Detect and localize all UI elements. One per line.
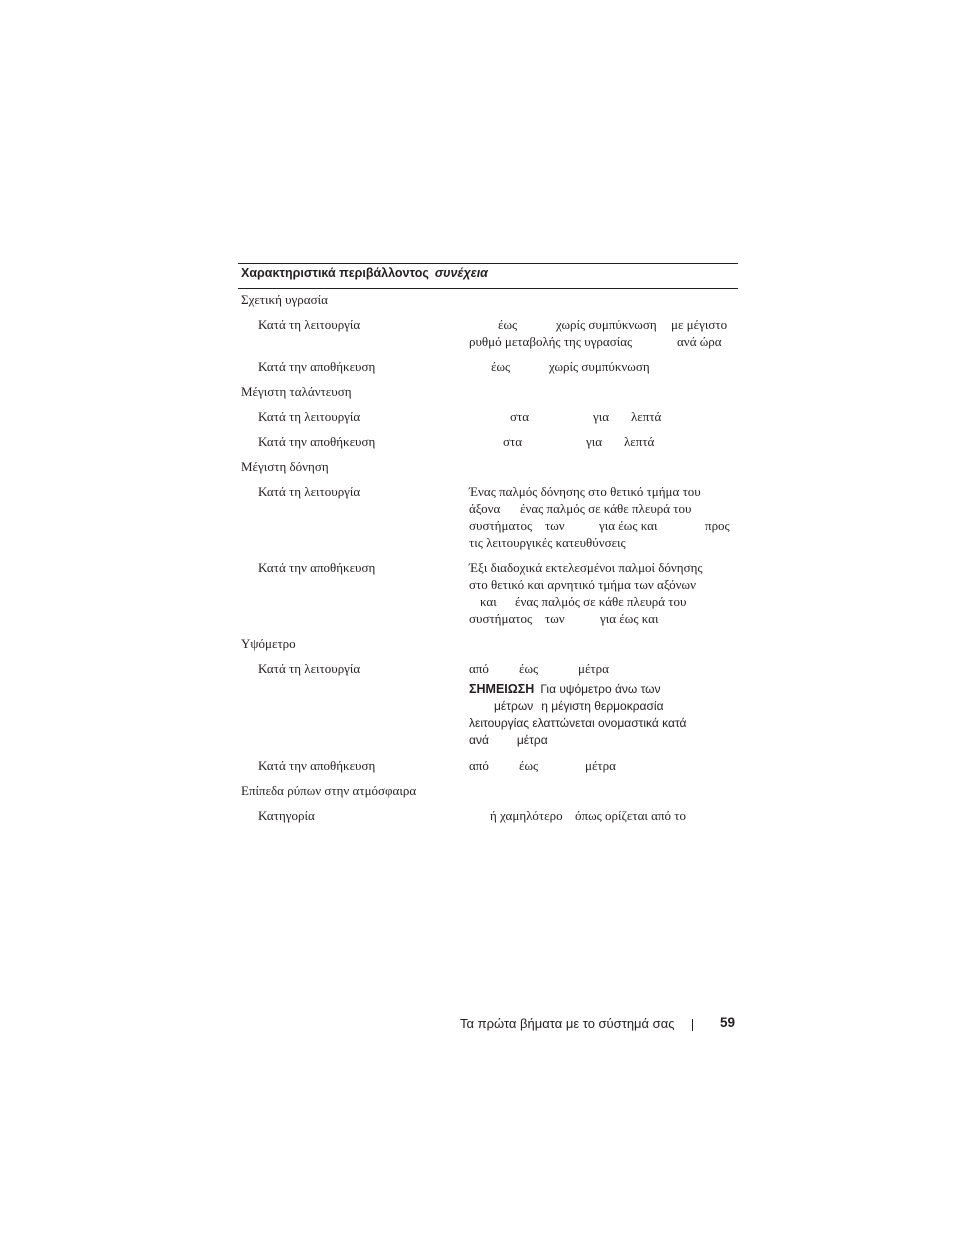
row-humidity: Σχετική υγρασία	[241, 292, 328, 307]
altitude-note-line2	[494, 698, 664, 715]
altitude-note-line1	[469, 681, 661, 698]
shock-st-of: των	[545, 611, 565, 626]
swing-st-for: για	[586, 434, 603, 449]
class-as-defined-by: όπως ορίζεται από το	[575, 808, 686, 823]
humidity-op-to: έως	[498, 317, 518, 332]
altitude-st-meters: μέτρα	[585, 758, 616, 773]
row-altitude: Υψόμετρο	[241, 636, 296, 651]
altitude-note-line4	[469, 732, 548, 749]
shock-op-line1: Ένας παλμός δόνησης στο θετικό τμήμα του	[469, 484, 701, 499]
humidity-op-with-max: με μέγιστο	[671, 317, 728, 332]
note-text-3: λειτουργίας ελαττώνεται ονομαστικά κατά	[469, 716, 687, 730]
row-class-label: Κατηγορία	[258, 808, 315, 823]
table-title-continued: συνέχεια	[434, 266, 488, 280]
row-max-shock: Μέγιστη δόνηση	[241, 459, 329, 474]
shock-st-up-to: για έως και	[600, 611, 659, 626]
row-altitude-operating-label: Κατά τη λειτουργία	[258, 661, 361, 676]
row-swing-operating-label: Κατά τη λειτουργία	[258, 409, 361, 424]
row-airborne-contaminants: Επίπεδα ρύπων στην ατμόσφαιρα	[241, 783, 417, 798]
humidity-st-noncondensing: χωρίς συμπύκνωση	[549, 359, 650, 374]
swing-op-for: για	[593, 409, 610, 424]
shock-st-line2: στο θετικό και αρνητικό τμήμα των αξόνων	[469, 577, 696, 592]
note-text-2a: μέτρων	[494, 699, 534, 713]
table-title-text: Χαρακτηριστικά περιβάλλοντος	[241, 266, 429, 280]
altitude-op-meters: μέτρα	[578, 661, 609, 676]
note-text-4a: ανά	[469, 733, 489, 747]
humidity-st-to: έως	[491, 359, 511, 374]
class-or-lower: ή χαμηλότερο	[490, 808, 563, 823]
footer-section-title: Τα πρώτα βήματα με το σύστημά σας	[460, 1016, 675, 1031]
table-top-rule	[238, 263, 738, 264]
note-text-2b: η μέγιστη θερμοκρασία	[541, 699, 664, 713]
shock-st-system: συστήματος	[469, 611, 533, 626]
shock-st-line1: Έξι διαδοχικά εκτελεσμένοι παλμοί δόνησης	[469, 560, 703, 575]
humidity-op-per-hour: ανά ώρα	[677, 334, 722, 349]
altitude-op-from: από	[469, 661, 489, 676]
row-shock-storage-label: Κατά την αποθήκευση	[258, 560, 376, 575]
note-text-4b: μέτρα	[516, 733, 548, 747]
note-text-1: Για υψόμετρο άνω των	[540, 682, 661, 696]
shock-op-line4: τις λειτουργικές κατευθύνσεις	[469, 535, 626, 550]
note-label: ΣΗΜΕΙΩΣΗ	[469, 682, 535, 696]
altitude-op-to: έως	[519, 661, 539, 676]
row-altitude-storage-label: Κατά την αποθήκευση	[258, 758, 376, 773]
page-number: 59	[720, 1015, 736, 1030]
shock-op-of: των	[545, 518, 565, 533]
shock-op-up-to: για έως και	[599, 518, 658, 533]
swing-st-minutes: λεπτά	[624, 434, 655, 449]
row-max-swing: Μέγιστη ταλάντευση	[241, 384, 352, 399]
swing-op-minutes: λεπτά	[631, 409, 662, 424]
shock-op-axis: άξονα	[469, 501, 501, 516]
row-humidity-operating-label: Κατά τη λειτουργία	[258, 317, 361, 332]
humidity-op-noncondensing: χωρίς συμπύκνωση	[556, 317, 657, 332]
shock-st-and: και	[480, 594, 497, 609]
row-swing-storage-label: Κατά την αποθήκευση	[258, 434, 376, 449]
altitude-st-from: από	[469, 758, 489, 773]
altitude-st-to: έως	[519, 758, 539, 773]
table-header-rule	[238, 288, 738, 289]
row-shock-operating-label: Κατά τη λειτουργία	[258, 484, 361, 499]
humidity-op-rate: ρυθμό μεταβολής της υγρασίας	[469, 334, 633, 349]
swing-st-at: στα	[503, 434, 523, 449]
table-title	[241, 266, 488, 280]
shock-op-line2: ένας παλμός σε κάθε πλευρά του	[520, 501, 692, 516]
shock-st-line3: ένας παλμός σε κάθε πλευρά του	[515, 594, 687, 609]
row-humidity-storage-label: Κατά την αποθήκευση	[258, 359, 376, 374]
shock-op-towards: προς	[705, 518, 730, 533]
swing-op-at: στα	[510, 409, 530, 424]
footer-divider	[692, 1019, 693, 1031]
shock-op-system: συστήματος	[469, 518, 533, 533]
